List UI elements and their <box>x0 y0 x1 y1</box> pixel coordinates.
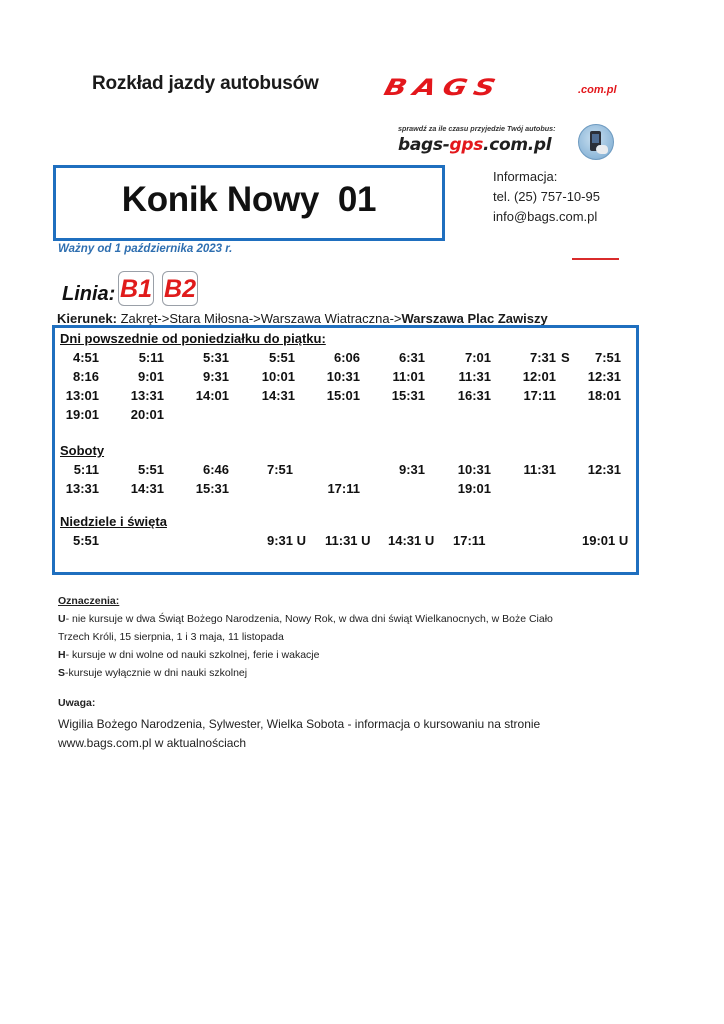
weekdays-row <box>55 369 636 387</box>
departure-time: 15:01 <box>326 388 360 403</box>
saturdays-row <box>55 462 636 480</box>
weekdays-row <box>55 350 636 368</box>
legend-text: -kursuje wyłącznie w dni nauki szkolnej <box>65 667 248 679</box>
gps-logo <box>398 135 551 155</box>
departure-time: 4:51 <box>72 350 99 365</box>
departure-time: 11:31 U <box>325 533 371 548</box>
valid-from: Ważny od 1 października 2023 r. <box>58 243 233 255</box>
legend-text: - kursuje w dni wolne od nauki szkolnej, ferie i wakacje <box>65 649 320 661</box>
departure-time: 7:01 <box>464 350 491 365</box>
legend-item-s <box>58 667 247 679</box>
departure-time: 9:31 <box>202 369 229 384</box>
legend-title: Oznaczenia: <box>58 595 120 607</box>
departure-time: 11:01 <box>392 369 425 384</box>
departure-time: 14:31 <box>261 388 295 403</box>
direction-route: Zakręt->Stara Miłosna->Warszawa Wiatraczna-> <box>120 311 402 326</box>
departure-time: 14:01 <box>195 388 229 403</box>
departure-time: 20:01 <box>130 407 164 422</box>
direction-destination: Warszawa Plac Zawiszy <box>401 311 548 326</box>
departure-time: 14:31 U <box>388 533 435 548</box>
departure-time: 7:31 S <box>529 350 570 365</box>
legend-code: U <box>58 613 66 625</box>
departure-time: 19:01 <box>65 407 99 422</box>
departure-time: 7:51 <box>267 462 294 477</box>
departure-time: 11:31 <box>523 462 556 477</box>
timetable <box>52 325 639 575</box>
legend-code: S <box>58 667 66 679</box>
smartphone-icon <box>578 124 614 160</box>
departure-time: 14:31 <box>130 481 164 496</box>
line-badge-b1: B1 <box>118 271 154 306</box>
sundays-row <box>55 533 636 551</box>
info-email: info@bags.com.pl <box>493 209 598 224</box>
legend-item-u <box>58 613 553 625</box>
gps-logo-part2: gps <box>449 135 484 155</box>
weekdays-row <box>55 388 636 406</box>
red-divider <box>572 258 619 260</box>
contact-info <box>493 167 600 227</box>
departure-time: 7:51 <box>594 350 621 365</box>
legend-code: H <box>58 649 66 661</box>
legend-text: - nie kursuje w dwa Świąt Bożego Narodzenia, Nowy Rok, w dwa dni świąt Wielkanocnych, w Boże Ciało <box>65 613 553 625</box>
departure-time: 11:31 <box>458 369 491 384</box>
departure-time: 5:51 <box>72 533 99 548</box>
departure-time: 13:01 <box>65 388 99 403</box>
departure-time: 13:31 <box>130 388 164 403</box>
legend-item-h <box>58 649 319 661</box>
gps-tagline: sprawdź za ile czasu przyjedzie Twój autobus: <box>398 124 556 133</box>
departure-time: 12:01 <box>522 369 556 384</box>
bags-logo <box>381 74 648 108</box>
departure-time: 5:51 <box>268 350 295 365</box>
departure-time: 9:01 <box>137 369 164 384</box>
departure-time: 10:31 <box>457 462 491 477</box>
info-phone: tel. (25) 757-10-95 <box>493 189 600 204</box>
departure-time: 6:31 <box>398 350 425 365</box>
departure-time: 9:31 <box>398 462 425 477</box>
departure-time: 17:11 <box>523 388 556 403</box>
weekdays-title: Dni powszednie od poniedziałku do piątku: <box>60 331 326 346</box>
departure-time: 18:01 <box>587 388 621 403</box>
departure-time: 19:01 <box>457 481 491 496</box>
line-label: Linia: <box>62 283 116 305</box>
departure-time: 10:01 <box>261 369 295 384</box>
info-label: Informacja: <box>493 169 558 184</box>
legend-item-u-cont <box>58 631 284 643</box>
departure-time: 17:11 <box>453 533 486 548</box>
departure-time: 5:11 <box>138 350 164 365</box>
departure-time: 16:31 <box>457 388 491 403</box>
departure-time: 12:31 <box>587 369 621 384</box>
bags-logo-wordmark: BAGS <box>381 74 506 101</box>
weekdays-row <box>55 407 636 425</box>
note-line-2: www.bags.com.pl w aktualnościach <box>58 736 247 750</box>
departure-time: 13:31 <box>65 481 99 496</box>
line-badge-b2: B2 <box>162 271 198 306</box>
departure-time: 15:31 <box>195 481 229 496</box>
bags-logo-domain: .com.pl <box>578 84 617 96</box>
departure-time: 12:31 <box>587 462 621 477</box>
note-title: Uwaga: <box>58 697 96 709</box>
note-text <box>58 715 578 753</box>
stop-name: Konik Nowy 01 <box>121 180 377 219</box>
departure-time: 9:31 U <box>267 533 307 548</box>
departure-time: 6:06 <box>333 350 360 365</box>
legend-text: Trzech Króli, 15 sierpnia, 1 i 3 maja, 11 listopada <box>58 631 284 643</box>
departure-time: 8:16 <box>72 369 99 384</box>
gps-logo-part3: .com.pl <box>483 135 552 155</box>
direction <box>57 311 548 326</box>
gps-logo-part1: bags- <box>398 135 450 155</box>
departure-time: 19:01 U <box>582 533 629 548</box>
departure-time: 5:11 <box>73 462 99 477</box>
departure-time: 5:31 <box>202 350 229 365</box>
departure-time: 5:51 <box>137 462 164 477</box>
departure-time: 6:46 <box>202 462 229 477</box>
saturdays-row <box>55 481 636 499</box>
saturdays-title: Soboty <box>60 443 105 458</box>
note-line-1: Wigilia Bożego Narodzenia, Sylwester, Wielka Sobota - informacja o kursowaniu na stronie <box>58 717 541 731</box>
document-title: Rozkład jazdy autobusów <box>92 73 319 94</box>
departure-suffix: S <box>561 350 570 365</box>
departure-time: 10:31 <box>326 369 360 384</box>
stop-name-box <box>53 165 445 241</box>
direction-label: Kierunek: <box>57 311 117 326</box>
departure-time: 15:31 <box>391 388 425 403</box>
departure-time: 17:11 <box>327 481 360 496</box>
sundays-title: Niedziele i święta <box>60 514 167 529</box>
